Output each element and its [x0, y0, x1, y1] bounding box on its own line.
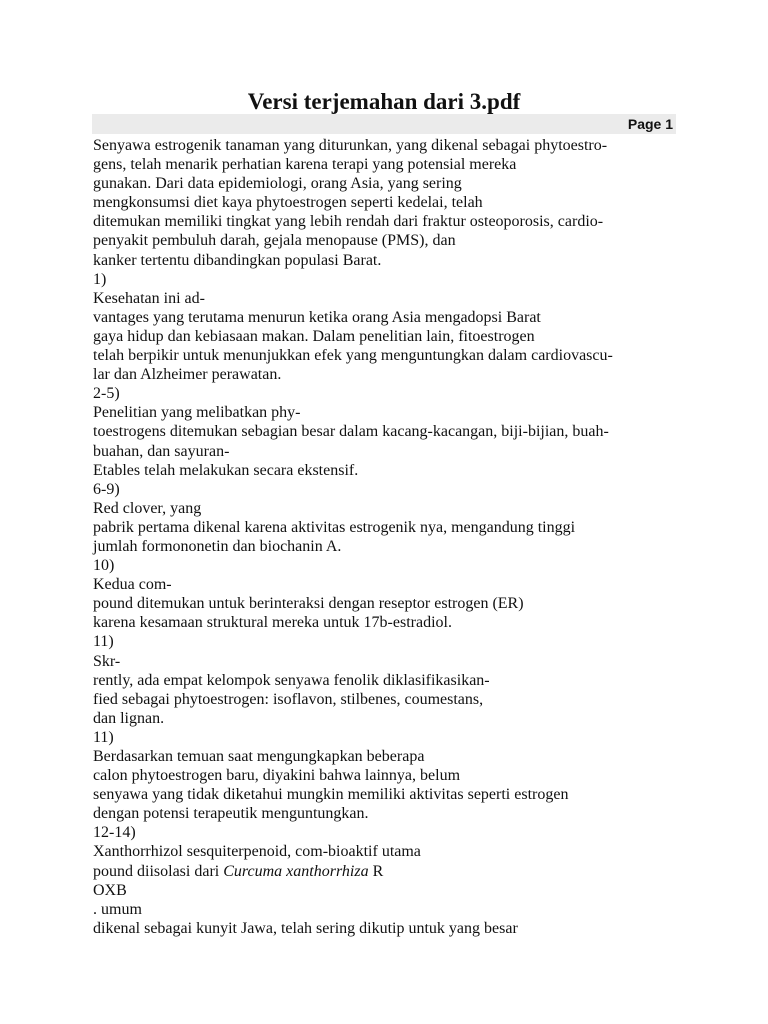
text-line: 2-5) — [93, 385, 120, 403]
text-line: 6-9) — [93, 480, 120, 498]
text-line: ditemukan memiliki tingkat yang lebih rendah dari fraktur osteoporosis, cardio- — [93, 213, 604, 231]
species-name-italic: Curcuma xanthorrhiza — [223, 862, 369, 880]
text-line: toestrogens ditemukan sebagian besar dalam kacang-kacangan, biji-bijian, buah- — [93, 423, 609, 441]
text-line: lar dan Alzheimer perawatan. — [93, 366, 282, 384]
text-line: gunakan. Dari data epidemiologi, orang Asia, yang sering — [93, 175, 462, 193]
text-line: penyakit pembuluh darah, gejala menopause (PMS), dan — [93, 232, 456, 250]
text-line: Kesehatan ini ad- — [93, 289, 205, 307]
text-line: OXB — [93, 881, 127, 899]
text-line: calon phytoestrogen baru, diyakini bahwa lainnya, belum — [93, 767, 461, 785]
text-line: telah berpikir untuk menunjukkan efek yang menguntungkan dalam cardiovascu- — [93, 347, 613, 365]
text-line: pabrik pertama dikenal karena aktivitas estrogenik nya, mengandung tinggi — [93, 518, 576, 536]
text-line: dikenal sebagai kunyit Jawa, telah sering dikutip untuk yang besar — [93, 919, 518, 937]
text-line: senyawa yang tidak diketahui mungkin memiliki aktivitas seperti estrogen — [93, 786, 569, 804]
text-line: Penelitian yang melibatkan phy- — [93, 404, 301, 422]
text-line: 1) — [93, 270, 107, 288]
text-line: gens, telah menarik perhatian karena terapi yang potensial mereka — [93, 156, 517, 174]
text-line: buahan, dan sayuran- — [93, 442, 230, 460]
text-line: 11) — [93, 633, 114, 651]
text-line: Red clover, yang — [93, 499, 202, 517]
text-line — [93, 862, 683, 881]
text-segment: pound diisolasi dari — [93, 862, 224, 880]
text-line: Kedua com- — [93, 576, 172, 594]
text-line: jumlah formononetin dan biochanin A. — [93, 537, 342, 555]
text-line: fied sebagai phytoestrogen: isoflavon, stilbenes, coumestans, — [93, 690, 484, 708]
text-line: mengkonsumsi diet kaya phytoestrogen seperti kedelai, telah — [93, 194, 483, 212]
document-title: Versi terjemahan dari 3.pdf — [247, 89, 521, 114]
text-line: kanker tertentu dibandingkan populasi Barat. — [93, 251, 382, 269]
text-line: Etables telah melakukan secara ekstensif. — [93, 461, 359, 479]
text-line: 12-14) — [93, 824, 136, 842]
text-segment: R — [368, 862, 384, 880]
text-line: 11) — [93, 728, 114, 746]
text-line: dan lignan. — [93, 709, 165, 727]
text-line: gaya hidup dan kebiasaan makan. Dalam penelitian lain, fitoestrogen — [93, 327, 535, 345]
text-line: pound ditemukan untuk berinteraksi dengan reseptor estrogen (ER) — [93, 595, 524, 613]
text-line: karena kesamaan struktural mereka untuk 17b-estradiol. — [93, 614, 452, 632]
text-line: Berdasarkan temuan saat mengungkapkan beberapa — [93, 748, 425, 765]
text-line: Senyawa estrogenik tanaman yang diturunkan, yang dikenal sebagai phytoestro- — [93, 137, 608, 154]
text-line: 10) — [93, 557, 115, 575]
text-line: dengan potensi terapeutik menguntungkan. — [93, 805, 369, 823]
text-line: vantages yang terutama menurun ketika orang Asia mengadopsi Barat — [93, 308, 541, 326]
page-number-label: Page 1 — [627, 116, 673, 132]
text-line: Xanthorrhizol sesquiterpenoid, com-bioaktif utama — [93, 843, 421, 861]
document-body — [93, 136, 683, 938]
page-header-bar — [92, 114, 676, 134]
text-line: rently, ada empat kelompok senyawa fenolik diklasifikasikan- — [93, 671, 490, 689]
text-line: Skr- — [93, 652, 121, 670]
text-line: . umum — [93, 900, 142, 918]
